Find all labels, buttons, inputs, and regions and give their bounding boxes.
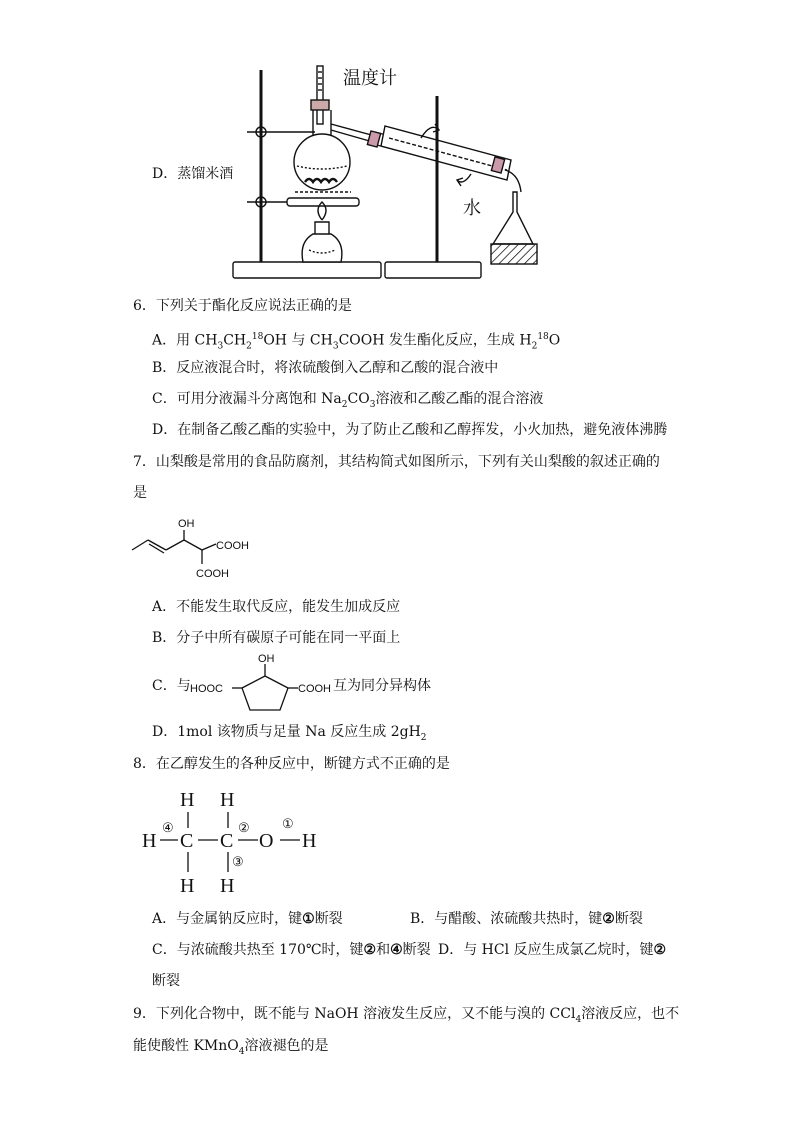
q6-option-b: B．反应液混合时，将浓硫酸倒入乙醇和乙酸的混合液中 bbox=[152, 360, 499, 376]
bond-label-2: ② bbox=[238, 820, 250, 835]
stand-base-left bbox=[233, 262, 381, 278]
stand-base-right bbox=[385, 262, 481, 278]
q8-stem: 8．在乙醇发生的各种反应中，断键方式不正确的是 bbox=[133, 756, 450, 772]
atom-h: H bbox=[302, 830, 317, 852]
bond-label-1: ① bbox=[282, 816, 294, 831]
q7-stem-line2: 是 bbox=[133, 485, 147, 501]
atom-c: C bbox=[220, 830, 234, 852]
q7-option-c-suffix: 互为同分异构体 bbox=[333, 678, 431, 694]
atom-h: H bbox=[142, 830, 157, 852]
q7-option-b: B．分子中所有碳原子可能在同一平面上 bbox=[152, 630, 401, 646]
q6-option-a: A．用 $CH_3CH_2^{18}OH$ 与 $CH_3COOH$ 发生酯化反应，生成 $H_2^{18}O$ bbox=[152, 332, 561, 352]
atom-h: H bbox=[220, 789, 235, 811]
struct-cooh-label: COOH bbox=[216, 540, 249, 552]
bond-label-4: ④ bbox=[162, 820, 174, 835]
atom-h: H bbox=[180, 875, 195, 897]
liebig-condenser bbox=[381, 126, 511, 180]
q9-stem-line1: 9．下列化合物中，既不能与 NaOH 溶液发生反应，又不能与溴的 CCl$_4$溶液反应，也不 bbox=[133, 1006, 680, 1025]
q6-option-d: D．在制备乙酸乙酯的实验中，为了防止乙酸和乙醇挥发，小火加热，避免液体沸腾 bbox=[152, 422, 668, 438]
struct-oh-label: OH bbox=[258, 653, 275, 665]
label-water: 水 bbox=[463, 198, 481, 218]
q8-option-d-cont: 断裂 bbox=[152, 973, 180, 989]
bond-label-3: ③ bbox=[232, 854, 244, 869]
struct-hooc-label: HOOC bbox=[190, 683, 223, 695]
ethanol-structure bbox=[138, 786, 338, 898]
q5-option-d: D．蒸馏米酒 bbox=[152, 166, 234, 182]
distillation-apparatus-diagram bbox=[225, 62, 545, 284]
cyclopentane-diacid-structure bbox=[190, 652, 340, 714]
atom-h: H bbox=[220, 875, 235, 897]
q7-option-c-prefix: C．与 bbox=[152, 678, 191, 694]
support-block bbox=[491, 244, 537, 264]
q7-option-d: D．1mol 该物质与足量 Na 反应生成 $2gH_2$ bbox=[152, 724, 427, 743]
struct-cooh-label: COOH bbox=[298, 683, 331, 695]
alcohol-lamp bbox=[302, 234, 342, 262]
atom-h: H bbox=[180, 789, 195, 811]
struct-oh-label: OH bbox=[178, 518, 195, 530]
q8-option-b: B．与醋酸、浓硫酸共热时，键②断裂 bbox=[410, 911, 643, 927]
sorbic-acid-structure bbox=[130, 512, 270, 584]
q7-stem-line1: 7．山梨酸是常用的食品防腐剂，其结构简式如图所示，下列有关山梨酸的叙述正确的 bbox=[133, 454, 660, 470]
atom-c: C bbox=[180, 830, 194, 852]
q8-option-c: C．与浓硫酸共热至 170℃时，键②和④断裂 bbox=[152, 942, 431, 958]
q6-option-c: C．可用分液漏斗分离饱和 $Na_2CO_3$溶液和乙酸乙酯的混合溶液 bbox=[152, 391, 544, 410]
label-thermometer: 温度计 bbox=[343, 68, 397, 88]
q8-option-a: A．与金属钠反应时，键①断裂 bbox=[152, 911, 343, 927]
q7-option-a: A．不能发生取代反应，能发生加成反应 bbox=[152, 599, 401, 615]
thermometer bbox=[317, 66, 323, 124]
q6-stem: 6．下列关于酯化反应说法正确的是 bbox=[133, 298, 352, 314]
q8-option-d: D．与 HCl 反应生成氯乙烷时，键② bbox=[438, 942, 667, 958]
struct-cooh-label: COOH bbox=[196, 568, 229, 580]
q9-stem-line2: 能使酸性 KMnO$_4$溶液褪色的是 bbox=[133, 1038, 329, 1057]
atom-o: O bbox=[259, 830, 274, 852]
conical-flask bbox=[493, 192, 533, 244]
